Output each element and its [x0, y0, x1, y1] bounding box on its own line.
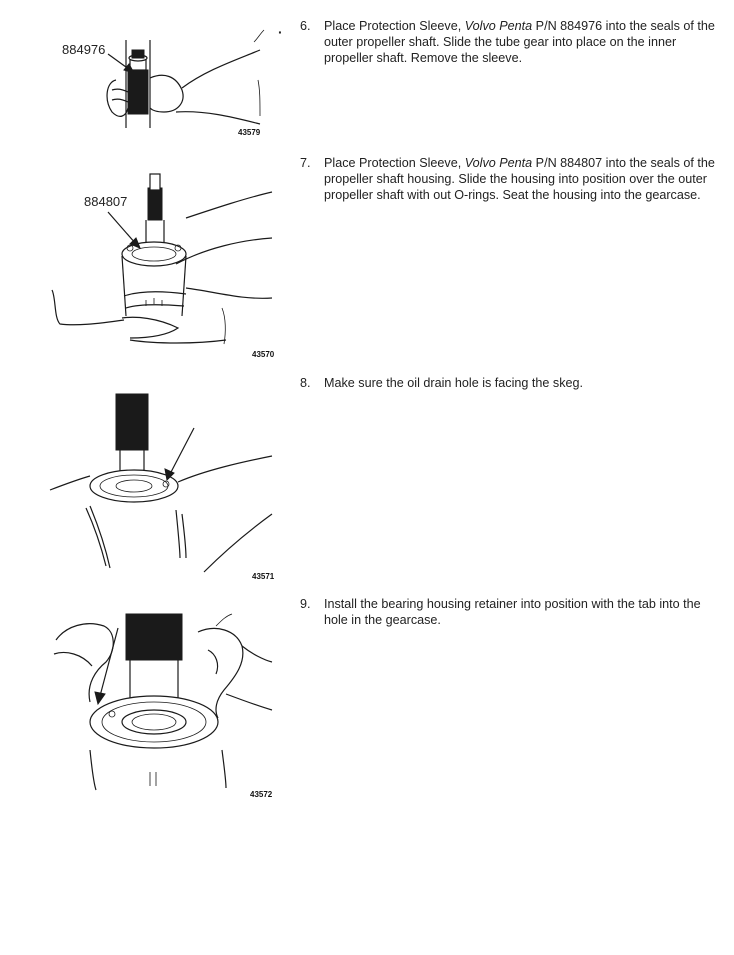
step-number: 9.: [300, 597, 311, 611]
figure-number: 43572: [250, 790, 273, 799]
illustration-oil-drain-hole: [46, 390, 278, 585]
figure-number: 43570: [252, 350, 275, 359]
figure-step-8: [46, 390, 278, 585]
step-text: Make sure the oil drain hole is facing the skeg.: [324, 376, 584, 390]
illustration-sleeve-tube-gear: [46, 20, 278, 140]
figure-step-9: [46, 610, 278, 805]
step-text: Place Protection Sleeve, Volvo Penta P/N 884807 into the seals of the propeller shaft housing. Slide the housing into position over the outer propeller shaft with out O-rings. Seat the housing into the gearcase.: [324, 156, 715, 202]
illustration-propeller-shaft-housing: [46, 168, 278, 363]
illustration-bearing-housing-retainer: [46, 610, 278, 805]
step-text: Place Protection Sleeve, Volvo Penta P/N 884976 into the seals of the outer propeller shaft. Slide the tube gear into place on the inner propeller shaft. Remove the sleeve.: [324, 19, 715, 65]
callout-part-number: 884807: [84, 194, 128, 209]
step-number: 6.: [300, 19, 311, 33]
figure-step-7: [46, 168, 278, 363]
step-number: 8.: [300, 376, 311, 390]
step-number: 7.: [300, 156, 311, 170]
bullet-mark: ·: [278, 24, 283, 40]
figure-step-6: [46, 20, 278, 140]
figure-number: 43579: [238, 128, 261, 137]
callout-part-number: 884976: [62, 42, 106, 57]
figure-number: 43571: [252, 572, 275, 581]
step-text: Install the bearing housing retainer into position with the tab into the hole in the gearcase.: [324, 597, 701, 627]
